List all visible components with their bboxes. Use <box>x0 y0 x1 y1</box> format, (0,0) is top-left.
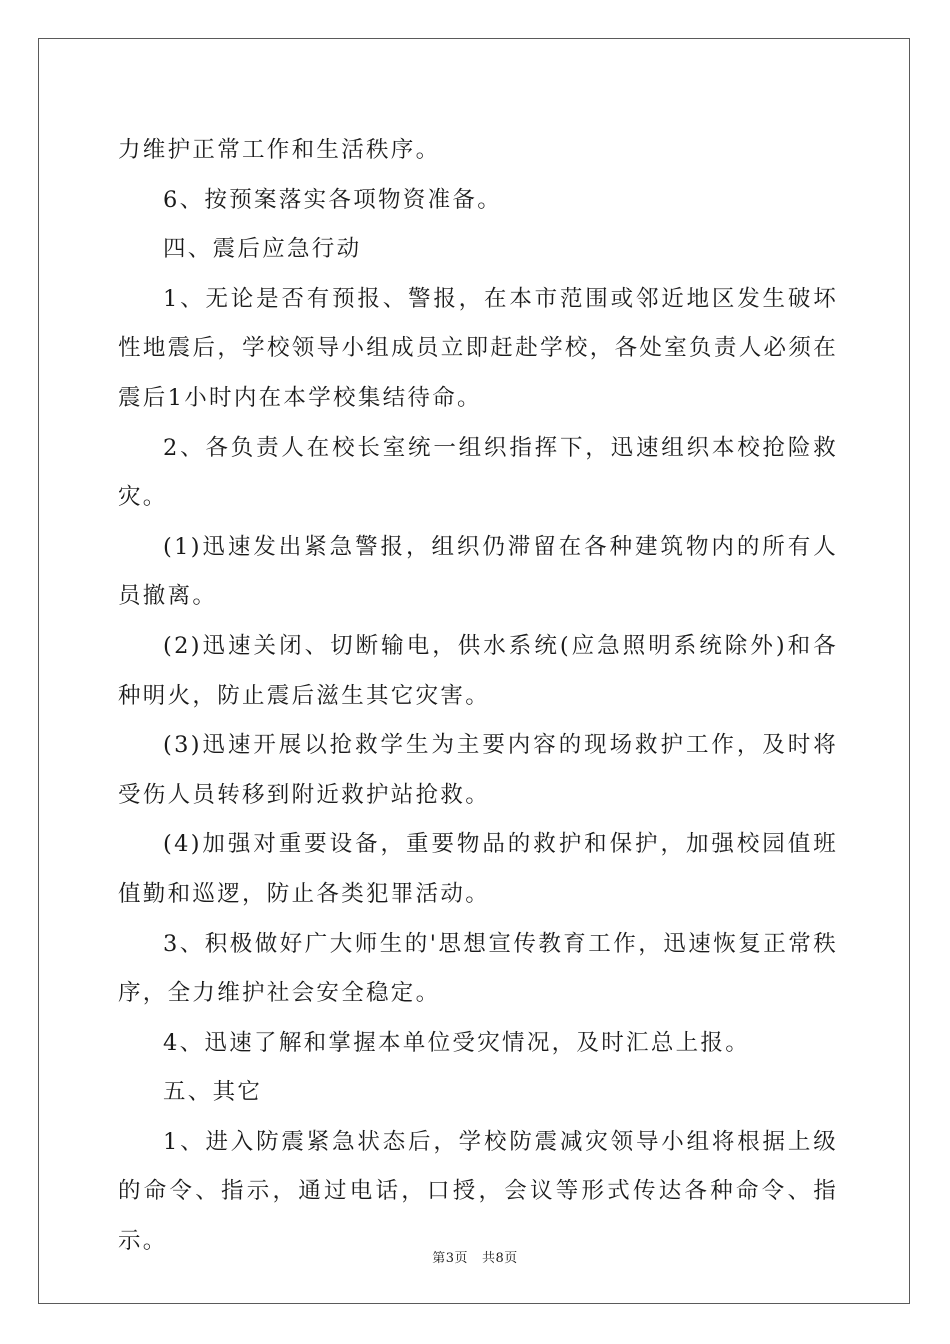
section-heading-4: 四、震后应急行动 <box>163 236 362 263</box>
page-total: 共8页 <box>482 1251 518 1266</box>
page-number: 第3页 <box>432 1251 468 1266</box>
sub-item-1: (1)迅速发出紧急警报，组织仍滞留在各种建筑物内的所有人员撤离。 <box>118 533 838 610</box>
paragraph-continuation: 力维护正常工作和生活秩序。 <box>118 137 441 163</box>
paragraph-item-3: 3、积极做好广大师生的'思想宣传教育工作，迅速恢复正常秩序，全力维护社会安全稳定。 <box>118 930 838 1007</box>
page-footer <box>0 1247 950 1266</box>
paragraph-item-1b: 1、进入防震紧急状态后，学校防震减灾领导小组将根据上级的命令、指示，通过电话，口授，会议等形式传达各种命令、指示。 <box>118 1128 838 1255</box>
sub-item-3: (3)迅速开展以抢救学生为主要内容的现场救护工作，及时将受伤人员转移到附近救护站抢救。 <box>118 732 838 808</box>
sub-item-4: (4)加强对重要设备，重要物品的救护和保护，加强校园值班值勤和巡逻，防止各类犯罪活动。 <box>118 831 838 907</box>
paragraph-item-4: 4、迅速了解和掌握本单位受灾情况，及时汇总上报。 <box>163 1029 751 1056</box>
section-heading-5: 五、其它 <box>163 1079 263 1106</box>
paragraph-item-2: 2、各负责人在校长室统一组织指挥下，迅速组织本校抢险救灾。 <box>118 434 838 511</box>
document-body <box>118 126 838 1267</box>
paragraph-item-1: 1、无论是否有预报、警报，在本市范围或邻近地区发生破坏性地震后，学校领导小组成员立即赶赴学校，各处室负责人必须在震后1小时内在本学校集结待命。 <box>118 285 838 411</box>
paragraph-item-6: 6、按预案落实各项物资准备。 <box>163 186 503 213</box>
sub-item-2: (2)迅速关闭、切断输电，供水系统(应急照明系统除外)和各种明火，防止震后滋生其它灾害。 <box>118 632 838 709</box>
